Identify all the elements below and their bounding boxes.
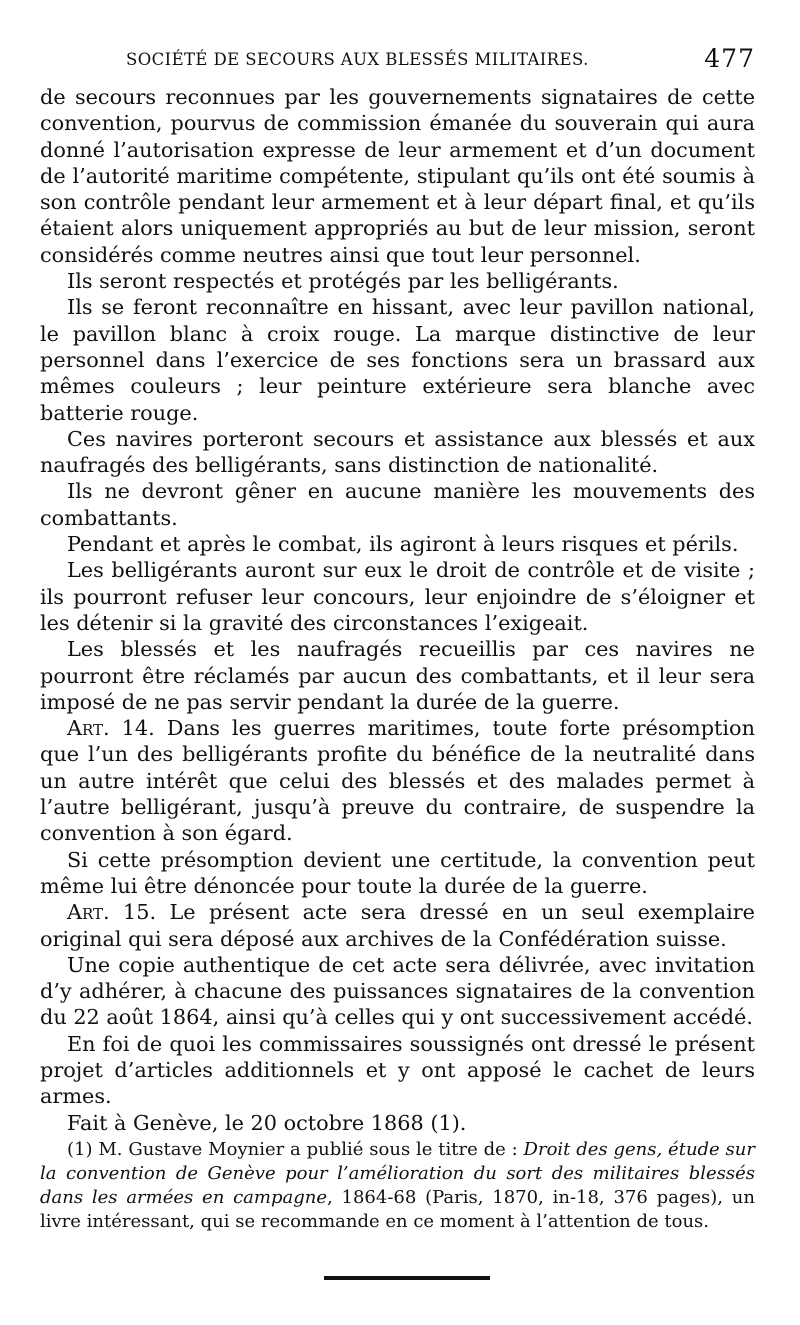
paragraph-text: Les blessés et les naufragés recueillis par ces navires ne pourront être réclamés par aucun des combattants, et il leur sera imposé de ne pas servir pendant la durée de la guerre.	[40, 637, 755, 714]
paragraph	[40, 84, 755, 268]
bottom-rule	[324, 1276, 490, 1280]
paragraph-text: Ils ne devront gêner en aucune manière les mouvements des combattants.	[40, 479, 755, 530]
paragraph	[40, 636, 755, 715]
paragraph	[40, 531, 755, 557]
footnote	[40, 1138, 755, 1234]
body-text	[40, 84, 755, 1136]
closing-line	[40, 1110, 755, 1136]
paragraph-text: Ces navires porteront secours et assistance aux blessés et aux naufragés des belligérants, sans distinction de nationalité.	[40, 426, 755, 478]
paragraph	[40, 268, 755, 294]
paragraph	[40, 478, 755, 531]
paragraph-text: Fait à Genève, le 20 octobre 1868 (1).	[67, 1110, 467, 1135]
paragraph-text: de secours reconnues par les gouvernements signataires de cette convention, pourvus de commission émanée du souverain qui aura donné l’autorisation expresse de leur armement et d’un document de l’autorité maritime compétente, stipulant qu’ils ont été soumis à son contrôle pendant leur armement et à leur départ final, et qu’ils étaient alors uniquement appropriés au but de leur mission, seront considérés comme neutres ainsi que tout leur personnel.	[40, 85, 755, 267]
footnote-title: Droit des gens, étude sur la convention de Genève pour l’amélioration du sort des militaires blessés dans les armées en campagne	[40, 1139, 755, 1208]
article-paragraph	[40, 715, 755, 846]
paragraph-text: Si cette présomption devient une certitude, la convention peut même lui être dénoncée pour toute la durée de la guerre.	[40, 847, 755, 898]
paragraph	[40, 426, 755, 479]
footnote-tail: , 1864-68 (Paris, 1870, in-18, 376 pages), un livre intéressant, qui se recommande en ce moment à l’attention de tous.	[40, 1187, 755, 1232]
paragraph	[40, 847, 755, 900]
paragraph-text: Une copie authentique de cet acte sera délivrée, avec invitation d’y adhérer, à chacune des puissances signataires de la convention du 22 août 1864, ainsi qu’à celles qui y ont successivement accédé.	[40, 952, 755, 1030]
running-title: SOCIÉTÉ DE SECOURS AUX BLESSÉS MILITAIRES.	[126, 50, 589, 69]
article-paragraph	[40, 899, 755, 952]
article-label: Art. 14.	[67, 716, 155, 741]
footnote-lead: (1) M. Gustave Moynier a publié sous le titre de :	[67, 1139, 524, 1160]
paragraph-text: Dans les guerres maritimes, toute forte présomption que l’un des belligérants profite du bénéfice de la neutralité dans un autre intérêt que celui des blessés et des malades permet à l’autre belligérant, jusqu’à preuve du contraire, de suspendre la convention à son égard.	[40, 716, 755, 846]
paragraph-text: Le présent acte sera dressé en un seul exemplaire original qui sera déposé aux archives de la Confédération suisse.	[40, 900, 755, 951]
paragraph	[40, 952, 755, 1031]
paragraph-text: Pendant et après le combat, ils agiront à leurs risques et périls.	[67, 532, 739, 557]
footnotes	[40, 1138, 755, 1234]
paragraph-text: En foi de quoi les commissaires soussignés ont dressé le présent projet d’articles additionnels et y ont apposé le cachet de leurs armes.	[40, 1031, 755, 1109]
page-number: 477	[704, 44, 755, 73]
paragraph	[40, 557, 755, 636]
paragraph	[40, 294, 755, 425]
paragraph-text: Ils se feront reconnaître en hissant, avec leur pavillon national, le pavillon blanc à croix rouge. La marque distinctive de leur personnel dans l’exercice de ses fonctions sera un brassard aux mêmes couleurs ; leur peinture extérieure sera blanche avec batterie rouge.	[40, 295, 755, 425]
paragraph-text: Ils seront respectés et protégés par les belligérants.	[67, 269, 619, 294]
article-label: Art. 15.	[67, 900, 157, 925]
paragraph-text: Les belligérants auront sur eux le droit de contrôle et de visite ; ils pourront refuser leur concours, leur enjoindre de s’éloigner et les détenir si la gravité des circonstances l’exigeait.	[40, 558, 755, 635]
paragraph	[40, 1031, 755, 1110]
running-head	[40, 44, 755, 78]
